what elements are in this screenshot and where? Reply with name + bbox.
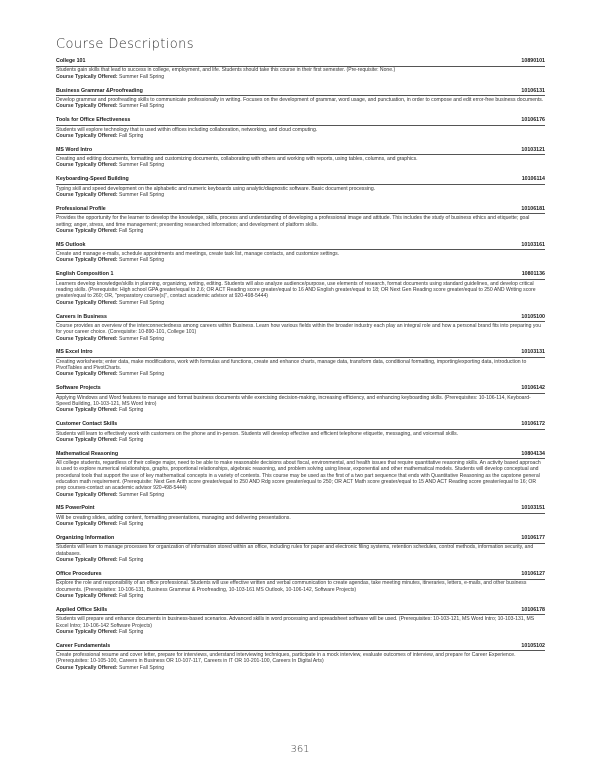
course-header [56,242,545,249]
offered-label: Course Typically Offered: [56,664,118,671]
course-name: MS PowerPoint [56,505,95,512]
offered-terms: Summer Fall Spring [119,192,165,198]
offered-terms: Summer Fall Spring [119,257,165,264]
course-name: Office Procedures [56,570,102,577]
course-name: English Composition 1 [56,271,114,278]
course-offered [56,407,545,413]
course-header [56,88,545,95]
course-code: 10103151 [521,505,545,512]
course-name: Keyboarding-Speed Building [56,176,129,183]
course-offered [56,133,545,139]
course-description: Students will learn to effectively work with customers on the phone and in-person. Students will develop effective and efficient telephone etiquette, messaging, and voicemail skills. [56,430,459,437]
course-entry [56,607,545,635]
course-code: 10801136 [521,271,545,278]
course-description: Students gain skills that lead to success in college, employment, and life. Students should take this course in their first semester. (Pre-requisite: None.) [56,67,396,74]
course-entry [56,385,545,413]
course-name: Mathematical Reasoning [56,450,119,457]
course-code: 10106114 [521,176,545,183]
offered-label: Course Typically Offered: [56,299,118,306]
offered-terms: Fall Spring [119,407,144,414]
offered-label: Course Typically Offered: [56,407,118,414]
course-code: 10103131 [521,349,545,356]
course-description: Explore the role and responsibility of an office professional. Students will use effective written and verbal communication to create agendas, take meeting minutes, itineraries, letters, e-mails, and other business documents. (Prerequisites: 10-106-131, Business Grammar & Proofreading, 10-103-161 MS Outlook, 10-106-142, Software Projects) [56,580,527,593]
course-header [56,505,545,512]
course-header [56,58,545,65]
course-header [56,314,545,321]
course-entry [56,58,545,80]
offered-label: Course Typically Offered: [56,162,118,169]
offered-terms: Fall Spring [119,436,144,443]
course-entry [56,421,545,443]
course-offered [56,557,545,563]
course-entry [56,88,545,110]
offered-terms: Fall Spring [119,628,144,635]
course-header [56,571,545,578]
course-code: 10106178 [521,606,545,613]
course-description: Create professional resume and cover letter, prepare for interviews, understand interviewing techniques, participate in a mock interview, evaluate outcomes of interview, and prepare for Career Experience. (Prerequisites: 10-105-100, Careers in Business OR 10-107-117, Careers in IT OR 10-201-100, Careers In Digital Arts) [56,652,516,665]
course-description: Typing skill and speed development on the alphabetic and numeric keyboards using analytic/diagnostic software. Basic document processing. [56,185,376,192]
course-header [56,117,545,124]
course-description: Provides the opportunity for the learner to develop the knowledge, skills, process and understanding of developing a professional image and attitude. This includes the study of business ethics and etiquette; goal setting; anger, stress, and time management; presenting researched information; and development of platform skills. [56,215,530,228]
course-name: Software Projects [56,385,101,392]
course-name: MS Outlook [56,241,86,248]
course-offered [56,300,545,306]
course-description: Will be creating slides, adding content, formatting presentations, managing and delivering presentations. [56,514,291,521]
offered-label: Course Typically Offered: [56,132,118,139]
course-offered [56,629,545,635]
course-name: Professional Profile [56,205,106,212]
course-name: Tools for Office Effectiveness [56,117,131,124]
course-description: Students will prepare and enhance documents in business-based scenarios. Advanced skills in word processing and spreadsheet software will be used. (Prerequisites: 10-103-121, MS Word Intro; 10-103-131, MS Excel Intro; 10-106-142 Software Projects) [56,616,535,629]
course-offered [56,521,545,527]
course-description: All college students, regardless of their college major, need to be able to make reasonable decisions about fiscal, environmental, and health issues that require quantitative reasoning skills. An activity based approach is used to explore numerical relationships, graphs, proportional relationships, algebraic reasoning, and problem solving using linear, exponential and other mathematical models. Students will develop conceptual and procedural tools that support the use of key mathematical concepts in a variety of contexts. This course may be used as the first of a two part sequence that ends with Quantitative Reasoning as the capstone general education math requirement. (Prerequisite: Next Gen Arith score greater/equal to 250 AND Rdg score greater/equal to 250; OR ACT Math score greater/equal to 15 AND ACT Reading score greater/equal to 16; OR prep courses-contact an academic advisor 920-498-5444) [56,460,541,492]
offered-label: Course Typically Offered: [56,192,118,198]
course-entry [56,571,545,599]
offered-terms: Fall Spring [119,521,144,528]
offered-terms: Fall Spring [119,592,144,599]
course-entry [56,117,545,139]
course-entry [56,643,545,671]
offered-terms: Summer Fall Spring [119,371,165,378]
offered-label: Course Typically Offered: [56,371,118,378]
course-offered [56,371,545,377]
course-offered [56,162,545,168]
course-list [56,58,545,679]
offered-terms: Summer Fall Spring [119,664,165,671]
offered-label: Course Typically Offered: [56,257,118,264]
course-header [56,147,545,154]
course-entry [56,271,545,306]
offered-terms: Summer Fall Spring [119,73,165,80]
course-code: 10105100 [521,313,545,320]
course-entry [56,206,545,234]
course-entry [56,314,545,342]
course-description: Applying Windows and Word features to manage and format business documents while exercising decision-making, increasing efficiency, and enhancing keyboarding skills. (Prerequisites: 10-106-114, Keyboard-Speed Building, 10-103-121, MS Word Intro) [56,394,531,407]
course-description: Create and manage e-mails, schedule appointments and meetings, create task list, manage contacts, and customize settings. [56,251,340,258]
course-offered [56,492,545,498]
course-offered [56,103,545,109]
offered-label: Course Typically Offered: [56,521,118,528]
course-entry [56,242,545,264]
offered-label: Course Typically Offered: [56,628,118,635]
course-entry [56,505,545,527]
course-name: MS Word Intro [56,146,93,153]
course-description: Creating and editing documents, formatting and customizing documents, collaborating with others and working with reports, using tables, columns, and graphics. [56,156,418,163]
course-header [56,349,545,356]
course-header [56,176,545,183]
course-code: 10105102 [521,642,545,649]
course-name: College 101 [56,58,86,64]
course-code: 10106177 [521,535,545,542]
page-number: 361 [290,744,310,755]
offered-terms: Summer Fall Spring [119,299,165,306]
course-entry [56,535,545,563]
course-header [56,385,545,392]
course-name: Career Fundamentals [56,642,111,649]
course-code: 10106142 [521,385,545,392]
course-code: 10103161 [521,241,545,248]
course-description: Creating worksheets; enter data, make modifications, work with formulas and functions, create and enhance charts, manage data, transform data, conditional formatting, importing/exporting data, introduction to PivotTables and PivotCharts. [56,358,527,372]
offered-terms: Fall Spring [119,557,144,564]
course-offered [56,257,545,263]
offered-label: Course Typically Offered: [56,436,118,443]
offered-label: Course Typically Offered: [56,73,118,80]
offered-label: Course Typically Offered: [56,103,118,110]
course-code: 10106127 [521,570,545,577]
course-code: 10103121 [521,146,545,153]
offered-label: Course Typically Offered: [56,227,118,234]
course-description: Students will explore technology that is used within offices including collaboration, networking, and cloud computing. [56,126,318,133]
page-title: Course Descriptions [56,37,194,52]
course-name: Applied Office Skills [56,606,108,613]
course-description: Develop grammar and proofreading skills to communicate professionally in writing. Focuses on the development of grammar, word usage, and punctuation, in order to compose and edit error-free business documents. [56,96,544,103]
course-description: Students will learn to manage processes for organization of information stored within an office, including rules for paper and electronic filing systems, retention schedules, control methods, information security, and databases. [56,544,534,557]
course-header [56,271,545,278]
offered-terms: Fall Spring [119,132,144,139]
offered-terms: Summer Fall Spring [119,491,165,498]
course-name: Organizing Information [56,535,115,542]
course-code: 10106172 [521,421,545,428]
offered-label: Course Typically Offered: [56,491,118,498]
course-description: Course provides an overview of the interconnectedness among careers within Business. Learn how various fields within the broader industry each play an integral role and how a personal brand fits into preparing you for your career choice. (Corequisite: 10-890-101, College 101) [56,322,542,336]
course-name: Business Grammar &Proofreading [56,87,143,94]
offered-terms: Summer Fall Spring [119,335,165,342]
course-code: 10106131 [521,87,545,94]
course-header [56,607,545,614]
course-code: 10106176 [521,117,545,124]
course-offered [56,665,545,671]
offered-label: Course Typically Offered: [56,335,118,342]
offered-terms: Summer Fall Spring [119,103,165,110]
course-code: 10106181 [521,205,545,212]
course-entry [56,349,545,377]
course-name: Customer Contact Skills [56,421,118,428]
course-offered [56,593,545,599]
course-name: MS Excel Intro [56,349,93,356]
offered-terms: Fall Spring [119,227,144,234]
course-offered [56,437,545,443]
course-name: Careers in Business [56,313,107,320]
course-description: Learners develop knowledge/skills in planning, organizing, writing, editing. Students will also analyze audience/purpose, use elements of research, format documents using standard guidelines, and develop critical reading skills. (Prerequisite: High school GPA greater/equal to 2.6; OR ACT Reading score greater/equal to 16 AND English greater/equal to 18; OR Next Gen Reading score greater/equal to 250 AND Writing score greater/equal to 260; OR, "preparatory course(s)", contact academic advisor at 920-498-5444) [56,280,536,300]
course-header [56,206,545,213]
course-offered [56,192,545,198]
course-header [56,421,545,428]
offered-label: Course Typically Offered: [56,592,118,599]
course-entry [56,176,545,198]
course-offered [56,74,545,80]
course-offered [56,336,545,342]
course-header [56,643,545,650]
offered-label: Course Typically Offered: [56,557,118,564]
course-header [56,451,545,458]
course-offered [56,228,545,234]
course-code: 10890101 [521,58,545,64]
course-entry [56,451,545,498]
course-header [56,535,545,542]
course-code: 10804134 [521,450,545,457]
course-entry [56,147,545,169]
offered-terms: Summer Fall Spring [119,162,165,169]
